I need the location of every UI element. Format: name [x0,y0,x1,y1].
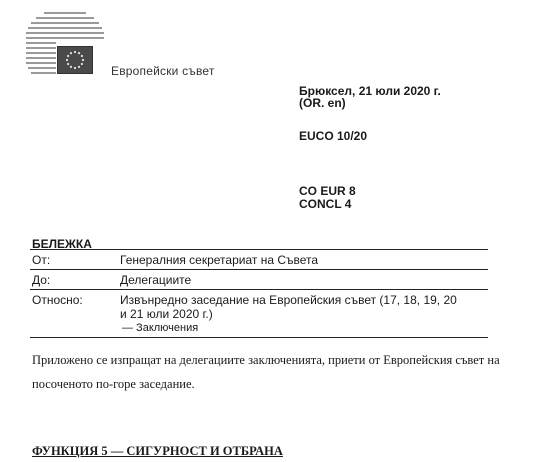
document-code: CO EUR 8 [299,184,356,198]
document-codes [299,185,356,211]
routing-row-subject [30,289,488,338]
routing-row-to [30,269,488,289]
section-heading: ФУНКЦИЯ 5 — СИГУРНОСТ И ОТБРАНА [32,444,283,458]
document-reference: EUCO 10/20 [299,129,368,143]
subject-text: Извънредно заседание на Европейския съвет (17, 18, 19, 20 и 21 юли 2020 г.) [120,293,457,321]
eu-flag-icon [57,46,93,74]
original-language: (OR. en) [299,96,346,110]
location-date: Брюксел, 21 юли 2020 г. [299,84,441,98]
routing-row-from [30,249,488,269]
routing-label: Относно: [32,293,83,307]
routing-label: До: [32,273,51,287]
body-paragraph: Приложено се изпращат на делегациите заключенията, приети от Европейския съвет на посоченото по-горе заседание. [32,353,500,391]
document-code: CONCL 4 [299,197,352,211]
routing-value-subject [120,290,460,337]
routing-label: От: [32,253,51,267]
european-council-logo [26,10,104,80]
routing-value: Генералния секретариат на Съвета [120,253,319,267]
routing-table [30,249,488,338]
routing-value: Делегациите [120,273,192,287]
organization-name: Европейски съвет [111,64,215,78]
document-type: БЕЛЕЖКА [32,237,92,251]
subject-subtitle: — Заключения [122,322,199,334]
